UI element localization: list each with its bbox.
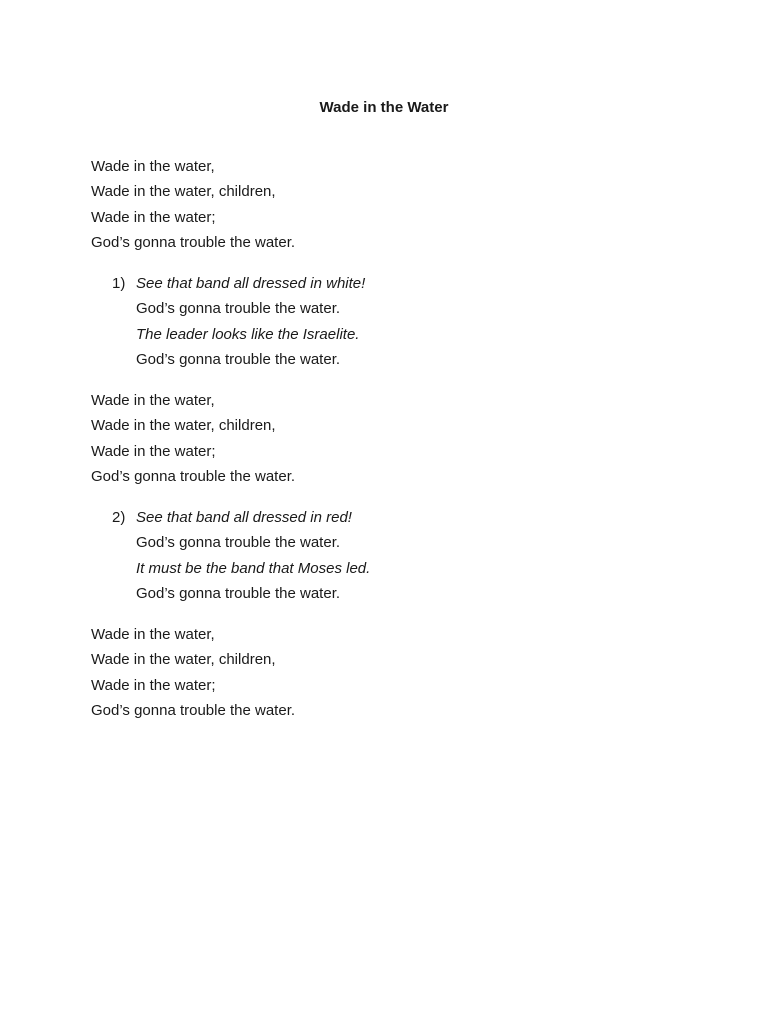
verse-block-2 [112, 505, 370, 606]
verse-line: God’s gonna trouble the water. [136, 534, 341, 552]
verse-line: God’s gonna trouble the water. [136, 350, 341, 368]
chorus-line: Wade in the water, children, [91, 183, 276, 201]
verse-line: It must be the band that Moses led. [136, 559, 371, 577]
chorus-line: God’s gonna trouble the water. [91, 233, 296, 251]
verse-block-1 [112, 271, 365, 372]
chorus-line: God’s gonna trouble the water. [91, 701, 296, 719]
verse-line: God’s gonna trouble the water. [136, 300, 341, 318]
chorus-line: Wade in the water; [91, 208, 216, 226]
chorus-line: Wade in the water; [91, 442, 216, 460]
verse-line: God’s gonna trouble the water. [136, 584, 341, 602]
chorus-line: Wade in the water, [91, 392, 215, 409]
song-title: Wade in the Water [319, 99, 449, 116]
chorus-line: Wade in the water; [91, 676, 216, 694]
verse-line: See that band all dressed in red! [136, 509, 352, 526]
chorus-line: Wade in the water, children, [91, 417, 276, 435]
chorus-line: Wade in the water, children, [91, 651, 276, 669]
chorus-block-1 [91, 154, 295, 255]
verse-number: 2) [112, 509, 126, 526]
chorus-line: Wade in the water, [91, 158, 215, 175]
chorus-line: Wade in the water, [91, 626, 215, 643]
verse-line: The leader looks like the Israelite. [136, 325, 360, 343]
chorus-block-2 [91, 388, 295, 489]
verse-line: See that band all dressed in white! [136, 275, 366, 292]
chorus-block-3 [91, 622, 295, 723]
chorus-line: God’s gonna trouble the water. [91, 467, 296, 485]
verse-number: 1) [112, 275, 126, 292]
